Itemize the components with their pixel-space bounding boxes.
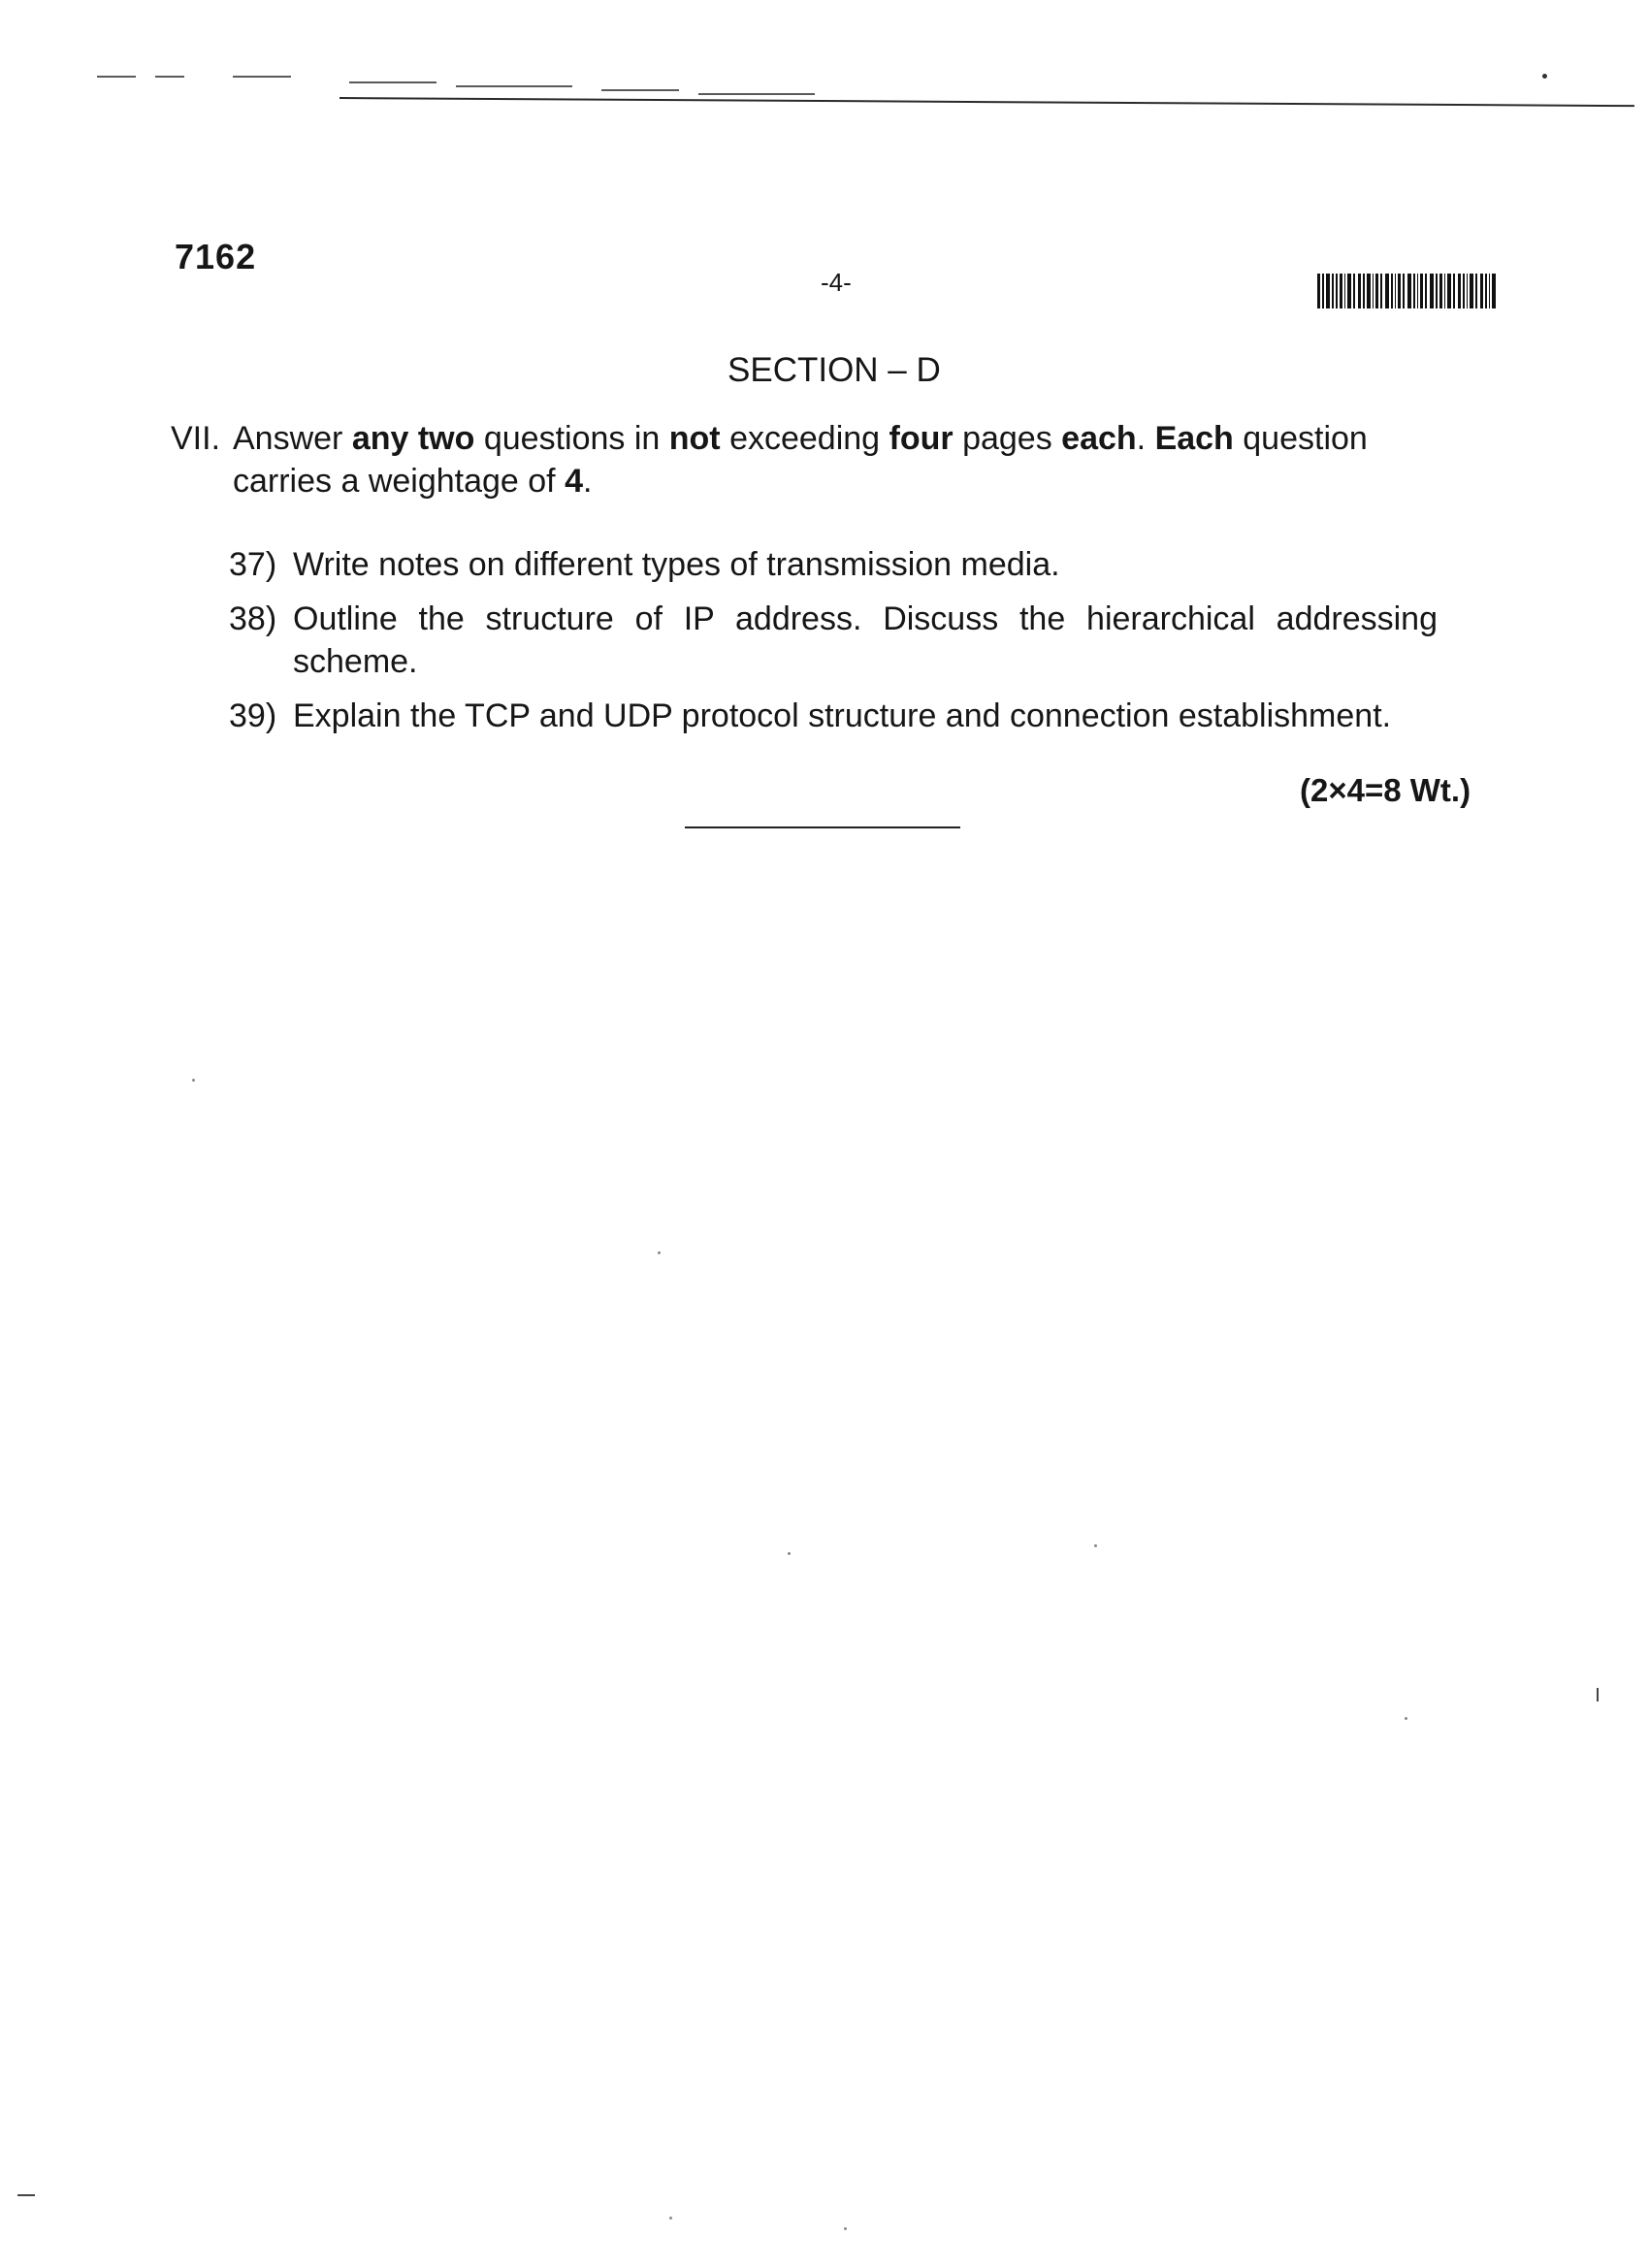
scan-edge-mark xyxy=(1597,1688,1599,1701)
scan-speck xyxy=(669,2217,672,2219)
scan-artifact-dash xyxy=(456,85,572,87)
instruction-text: exceeding xyxy=(720,420,889,457)
scan-artifact-dash xyxy=(349,81,436,83)
end-rule xyxy=(685,826,960,828)
barcode xyxy=(1317,274,1498,308)
instruction-text: Answer xyxy=(233,420,352,457)
instruction-text: questions in xyxy=(474,420,669,457)
scan-artifact-dash xyxy=(155,76,184,78)
question-item-number: 38) xyxy=(229,600,277,637)
top-border-line xyxy=(340,97,1634,107)
question-instruction xyxy=(233,417,1436,502)
instruction-emphasis: Each xyxy=(1154,420,1234,457)
instruction-text: pages xyxy=(953,420,1062,457)
scan-artifact-dash xyxy=(233,76,291,78)
question-item-text: Explain the TCP and UDP protocol structure and connection establishment. xyxy=(293,697,1392,734)
weightage-label: (2×4=8 Wt.) xyxy=(1300,772,1471,808)
scan-edge-mark xyxy=(17,2194,35,2196)
instruction-text: . xyxy=(1136,420,1155,457)
scan-speck xyxy=(658,1251,661,1254)
page-number: -4- xyxy=(821,268,852,297)
instruction-emphasis: any two xyxy=(351,420,475,457)
scan-speck xyxy=(1542,74,1547,79)
instruction-emphasis: 4 xyxy=(565,463,583,500)
instruction-text: . xyxy=(583,463,593,500)
paper-code: 7162 xyxy=(175,237,257,276)
question-item-number: 39) xyxy=(229,697,277,734)
scan-artifact-dash xyxy=(97,76,136,78)
question-item-text: Outline the structure of IP address. Discuss the hierarchical addressing scheme. xyxy=(293,600,1438,680)
scan-speck xyxy=(1405,1717,1407,1720)
scan-speck xyxy=(788,1552,791,1555)
scan-artifact-dash xyxy=(601,89,679,91)
question-roman-numeral: VII. xyxy=(171,420,221,457)
scan-speck xyxy=(844,2227,847,2230)
section-title: SECTION – D xyxy=(728,351,941,389)
instruction-emphasis: each xyxy=(1061,420,1137,457)
instruction-emphasis: four xyxy=(889,420,954,457)
scan-speck xyxy=(192,1079,195,1082)
question-item-number: 37) xyxy=(229,546,277,583)
instruction-emphasis: not xyxy=(668,420,721,457)
question-item-text: Write notes on different types of transmission media. xyxy=(293,546,1060,583)
scan-artifact-dash xyxy=(698,93,815,95)
instruction-text: question carries a weightage of xyxy=(233,420,1368,500)
scan-speck xyxy=(1094,1544,1097,1547)
